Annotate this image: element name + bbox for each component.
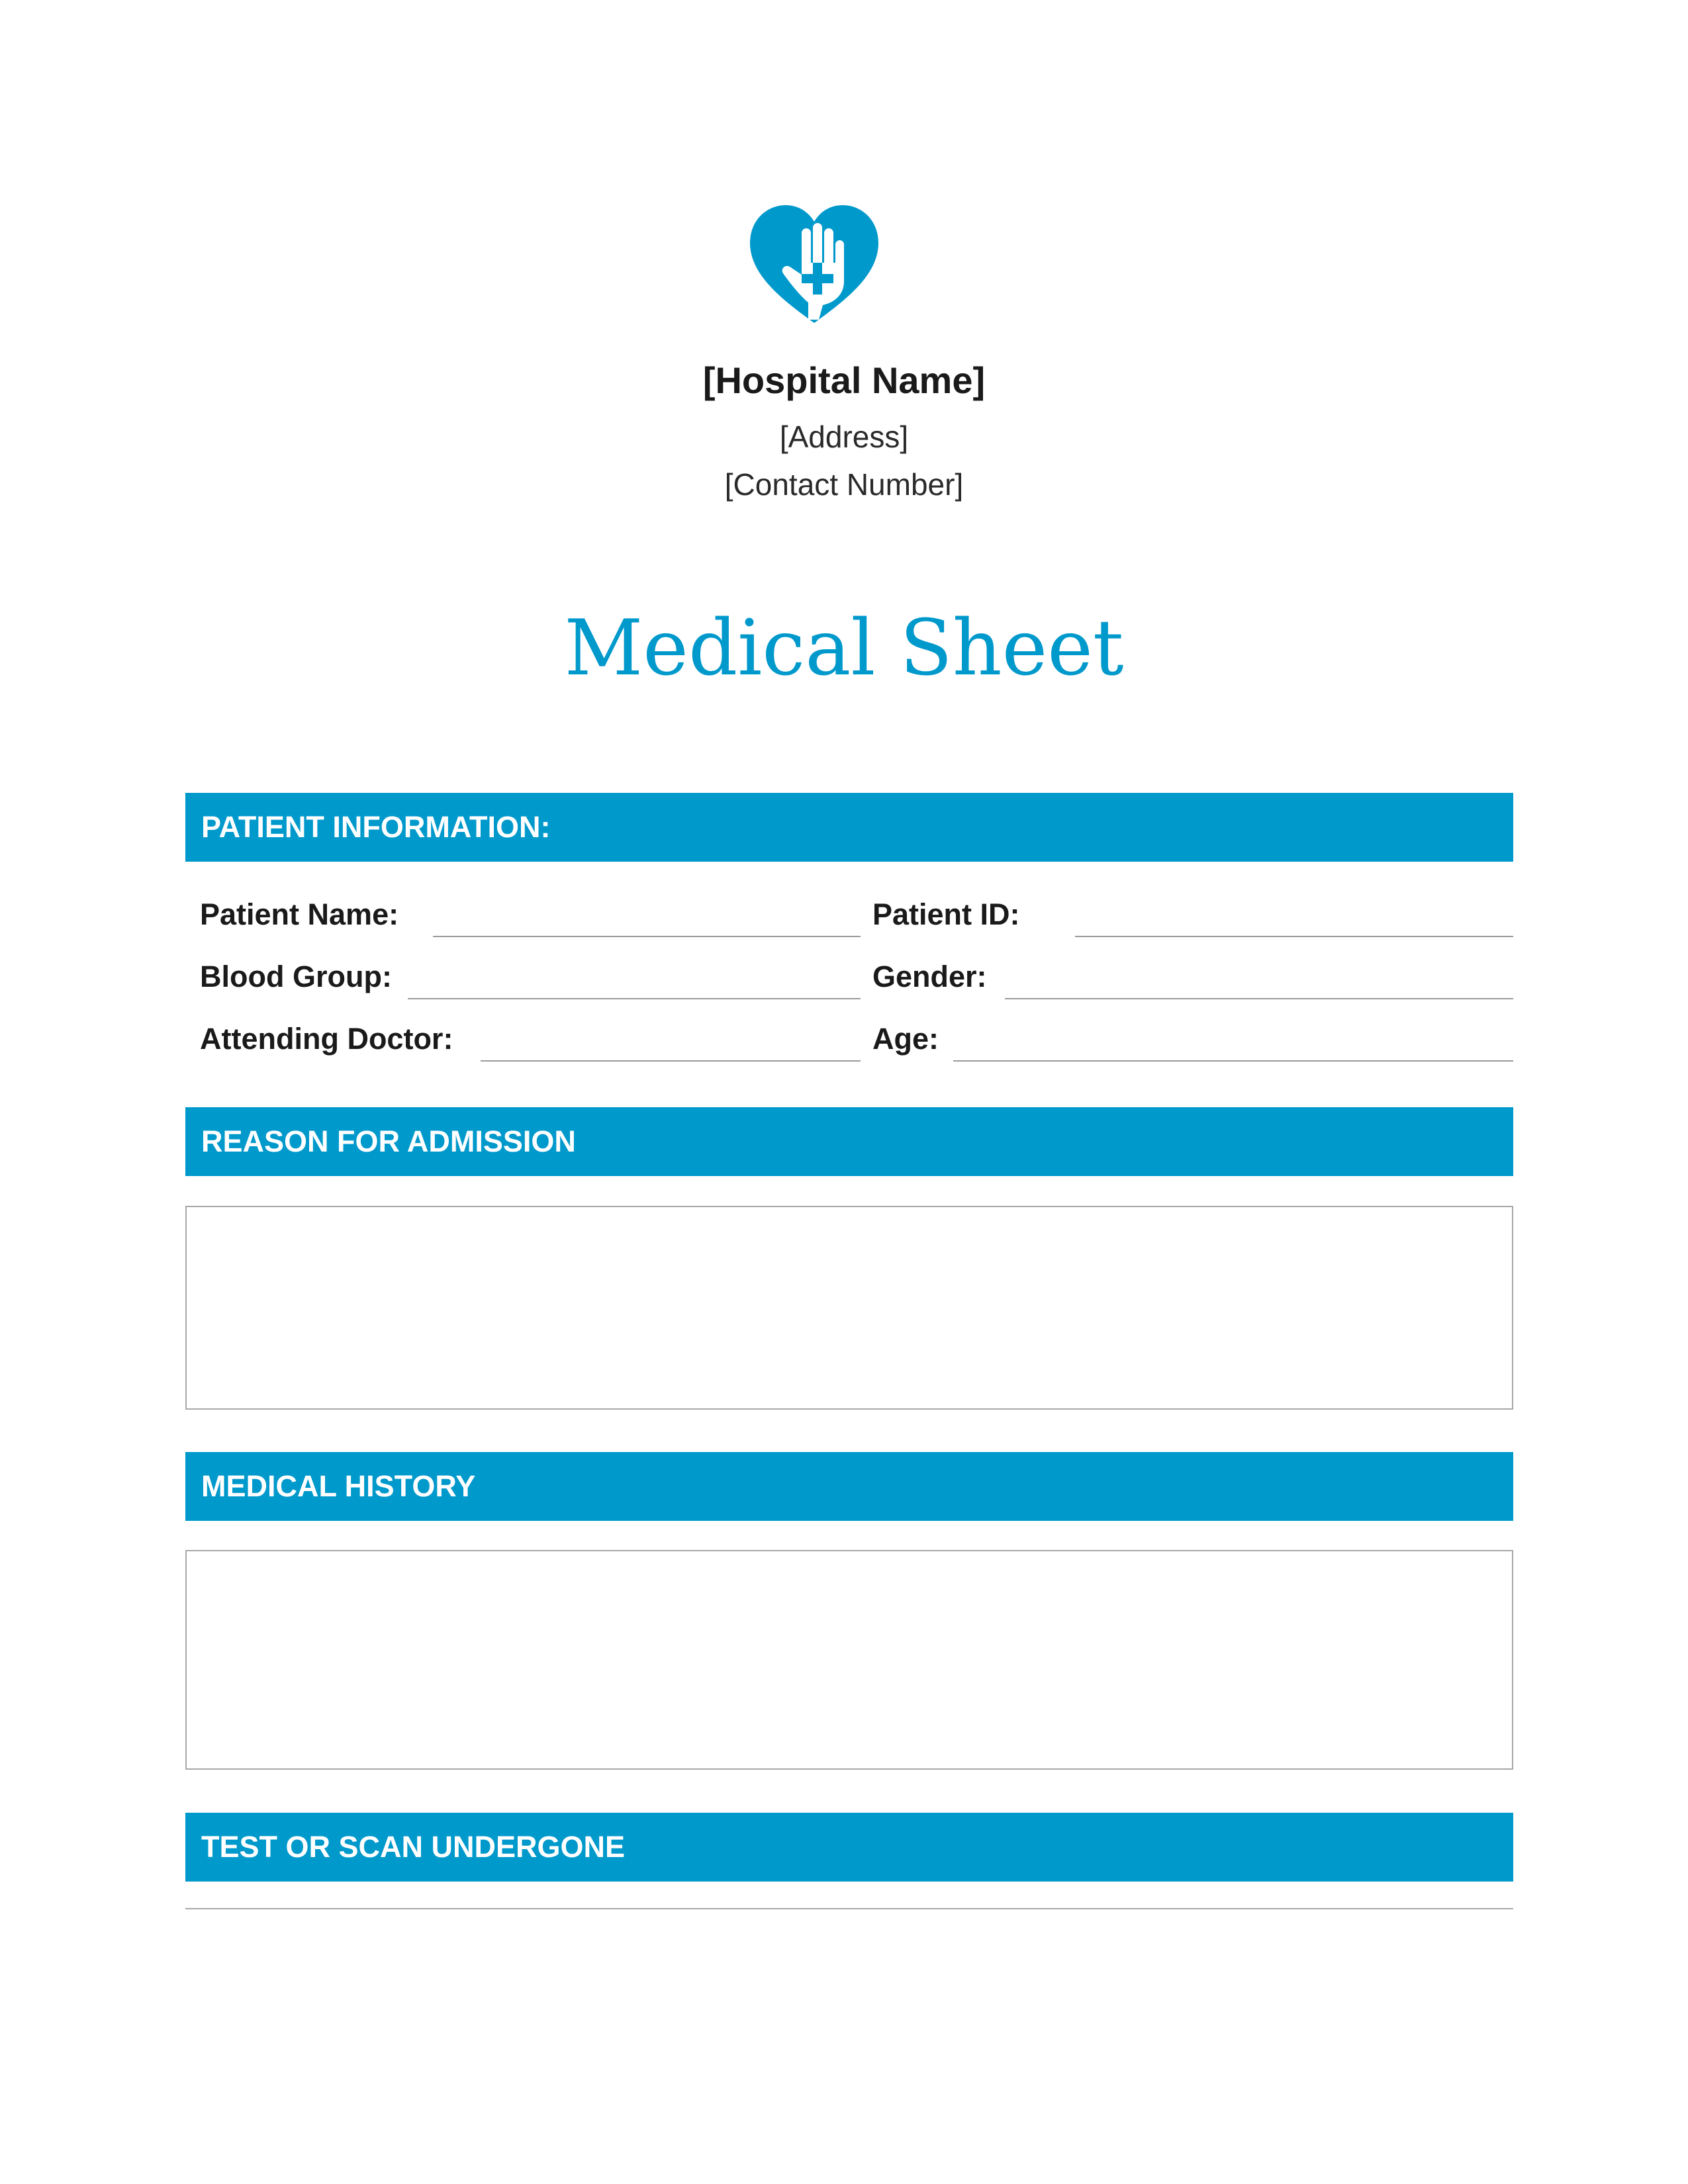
hospital-logo bbox=[745, 202, 884, 324]
test-or-scan-field[interactable] bbox=[185, 1908, 1513, 1909]
reason-for-admission-textarea[interactable] bbox=[185, 1206, 1513, 1410]
section-header-test-or-scan: TEST OR SCAN UNDERGONE bbox=[185, 1813, 1513, 1882]
age-field[interactable] bbox=[953, 1060, 1513, 1062]
hospital-contact-number: [Contact Number] bbox=[724, 467, 964, 502]
blood-group-field[interactable] bbox=[408, 998, 861, 999]
attending-doctor-field[interactable] bbox=[481, 1060, 861, 1062]
document-title: Medical Sheet bbox=[564, 604, 1124, 693]
blood-group-label: Blood Group: bbox=[200, 960, 392, 993]
section-header-patient-information: PATIENT INFORMATION: bbox=[185, 793, 1513, 862]
heart-hand-cross-icon bbox=[745, 202, 884, 324]
age-label: Age: bbox=[872, 1022, 939, 1056]
hospital-name: [Hospital Name] bbox=[702, 359, 986, 401]
medical-history-textarea[interactable] bbox=[185, 1550, 1513, 1770]
patient-name-field[interactable] bbox=[433, 936, 861, 937]
patient-id-label: Patient ID: bbox=[872, 897, 1020, 931]
gender-field[interactable] bbox=[1005, 998, 1513, 999]
patient-id-field[interactable] bbox=[1075, 936, 1513, 937]
section-header-reason-for-admission: REASON FOR ADMISSION bbox=[185, 1107, 1513, 1176]
gender-label: Gender: bbox=[872, 960, 987, 993]
hospital-address: [Address] bbox=[779, 420, 909, 454]
section-header-medical-history: MEDICAL HISTORY bbox=[185, 1452, 1513, 1521]
patient-name-label: Patient Name: bbox=[200, 897, 399, 931]
attending-doctor-label: Attending Doctor: bbox=[200, 1022, 453, 1056]
